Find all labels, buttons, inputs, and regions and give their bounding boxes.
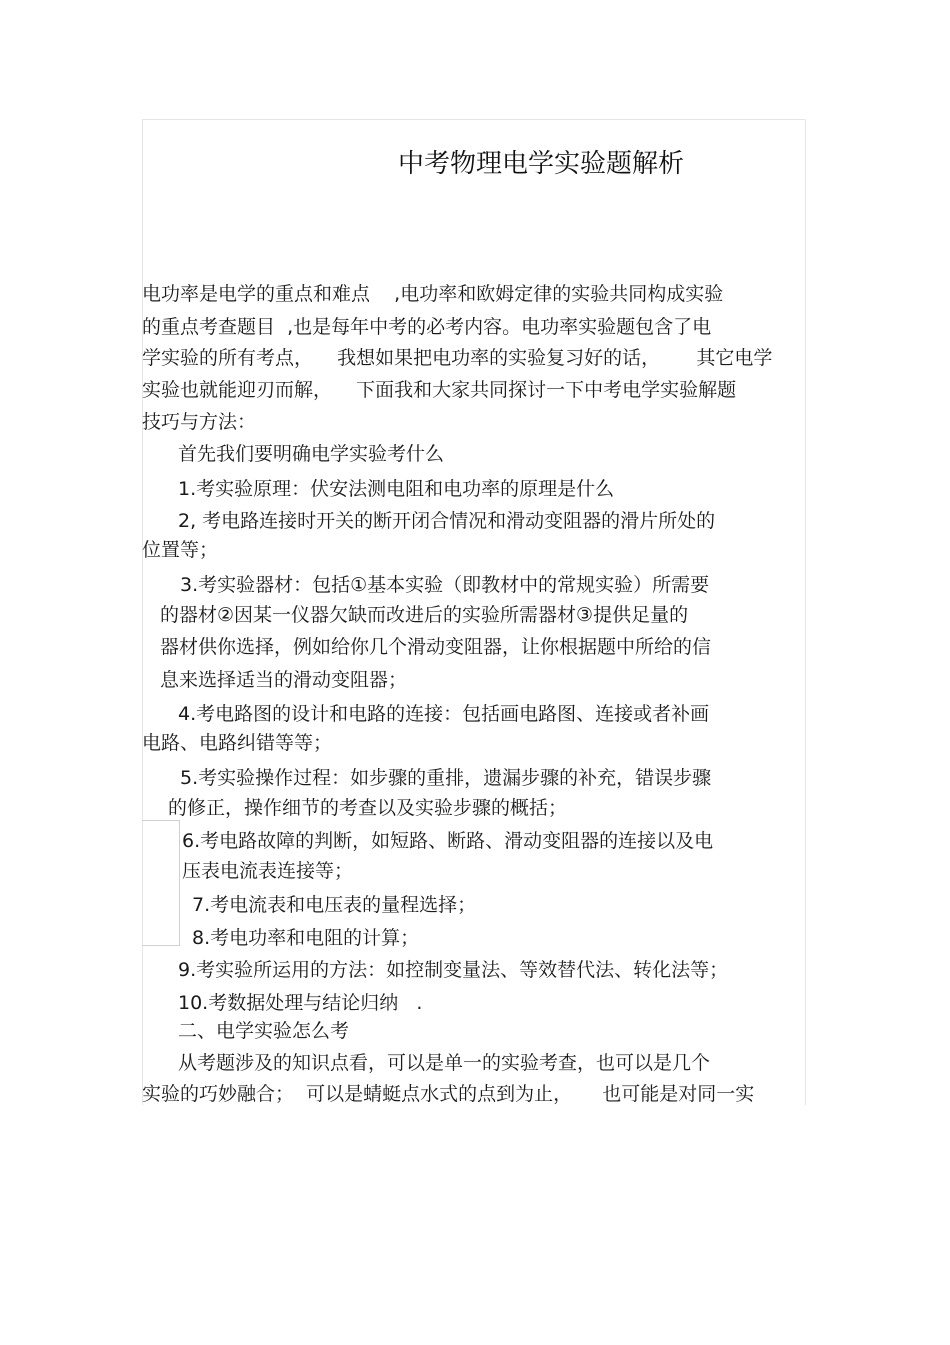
paragraph-line: 首先我们要明确电学实验考什么 xyxy=(178,443,445,465)
list-item: 4.考电路图的设计和电路的连接：包括画电路图、连接或者补画 xyxy=(178,703,710,725)
list-item-continuation: 位置等； xyxy=(142,539,219,561)
list-item: 10.考数据处理与结论归纳 . xyxy=(178,992,423,1014)
list-item: 3.考实验器材：包括①基本实验（即教材中的常规实验）所需要 xyxy=(180,574,710,596)
list-item-continuation: 的修正，操作细节的考查以及实验步骤的概括； xyxy=(168,797,568,819)
inner-box xyxy=(142,820,180,946)
paragraph-line: 实验也就能迎刃而解， 下面我和大家共同探讨一下中考电学实验解题 xyxy=(142,379,737,401)
paragraph-line: 的重点考查题目 ,也是每年中考的必考内容。电功率实验题包含了电 xyxy=(142,316,712,338)
list-item: 1.考实验原理：伏安法测电阻和电功率的原理是什么 xyxy=(178,478,615,500)
paragraph-line: 技巧与方法： xyxy=(142,411,257,433)
list-item: 6.考电路故障的判断，如短路、断路、滑动变阻器的连接以及电 xyxy=(182,830,714,852)
list-item: 8.考电功率和电阻的计算； xyxy=(192,927,420,949)
list-item: 9.考实验所运用的方法：如控制变量法、等效替代法、转化法等； xyxy=(178,959,729,981)
paragraph-line: 实验的巧妙融合； 可以是蜻蜓点水式的点到为止， 也可能是对同一实 xyxy=(142,1083,755,1105)
list-item-continuation: 的器材②因某一仪器欠缺而改进后的实验所需器材③提供足量的 xyxy=(160,604,689,626)
list-item-continuation: 电路、电路纠错等等； xyxy=(142,732,333,754)
list-item-continuation: 压表电流表连接等； xyxy=(182,860,354,882)
list-item-continuation: 器材供你选择，例如给你几个滑动变阻器，让你根据题中所给的信 xyxy=(160,636,712,658)
paragraph-line: 学实验的所有考点， 我想如果把电功率的实验复习好的话， 其它电学 xyxy=(142,347,773,369)
document-title: 中考物理电学实验题解析 xyxy=(398,149,685,179)
paragraph-line: 电功率是电学的重点和难点 ,电功率和欧姆定律的实验共同构成实验 xyxy=(142,283,724,305)
section-heading: 二、电学实验怎么考 xyxy=(178,1020,350,1042)
list-item: 5.考实验操作过程：如步骤的重排，遗漏步骤的补充，错误步骤 xyxy=(180,767,712,789)
list-item-continuation: 息来选择适当的滑动变阻器； xyxy=(160,669,408,691)
list-item: 2, 考电路连接时开关的断开闭合情况和滑动变阻器的滑片所处的 xyxy=(178,510,716,532)
paragraph-line: 从考题涉及的知识点看，可以是单一的实验考查，也可以是几个 xyxy=(178,1052,711,1074)
list-item: 7.考电流表和电压表的量程选择； xyxy=(192,894,477,916)
